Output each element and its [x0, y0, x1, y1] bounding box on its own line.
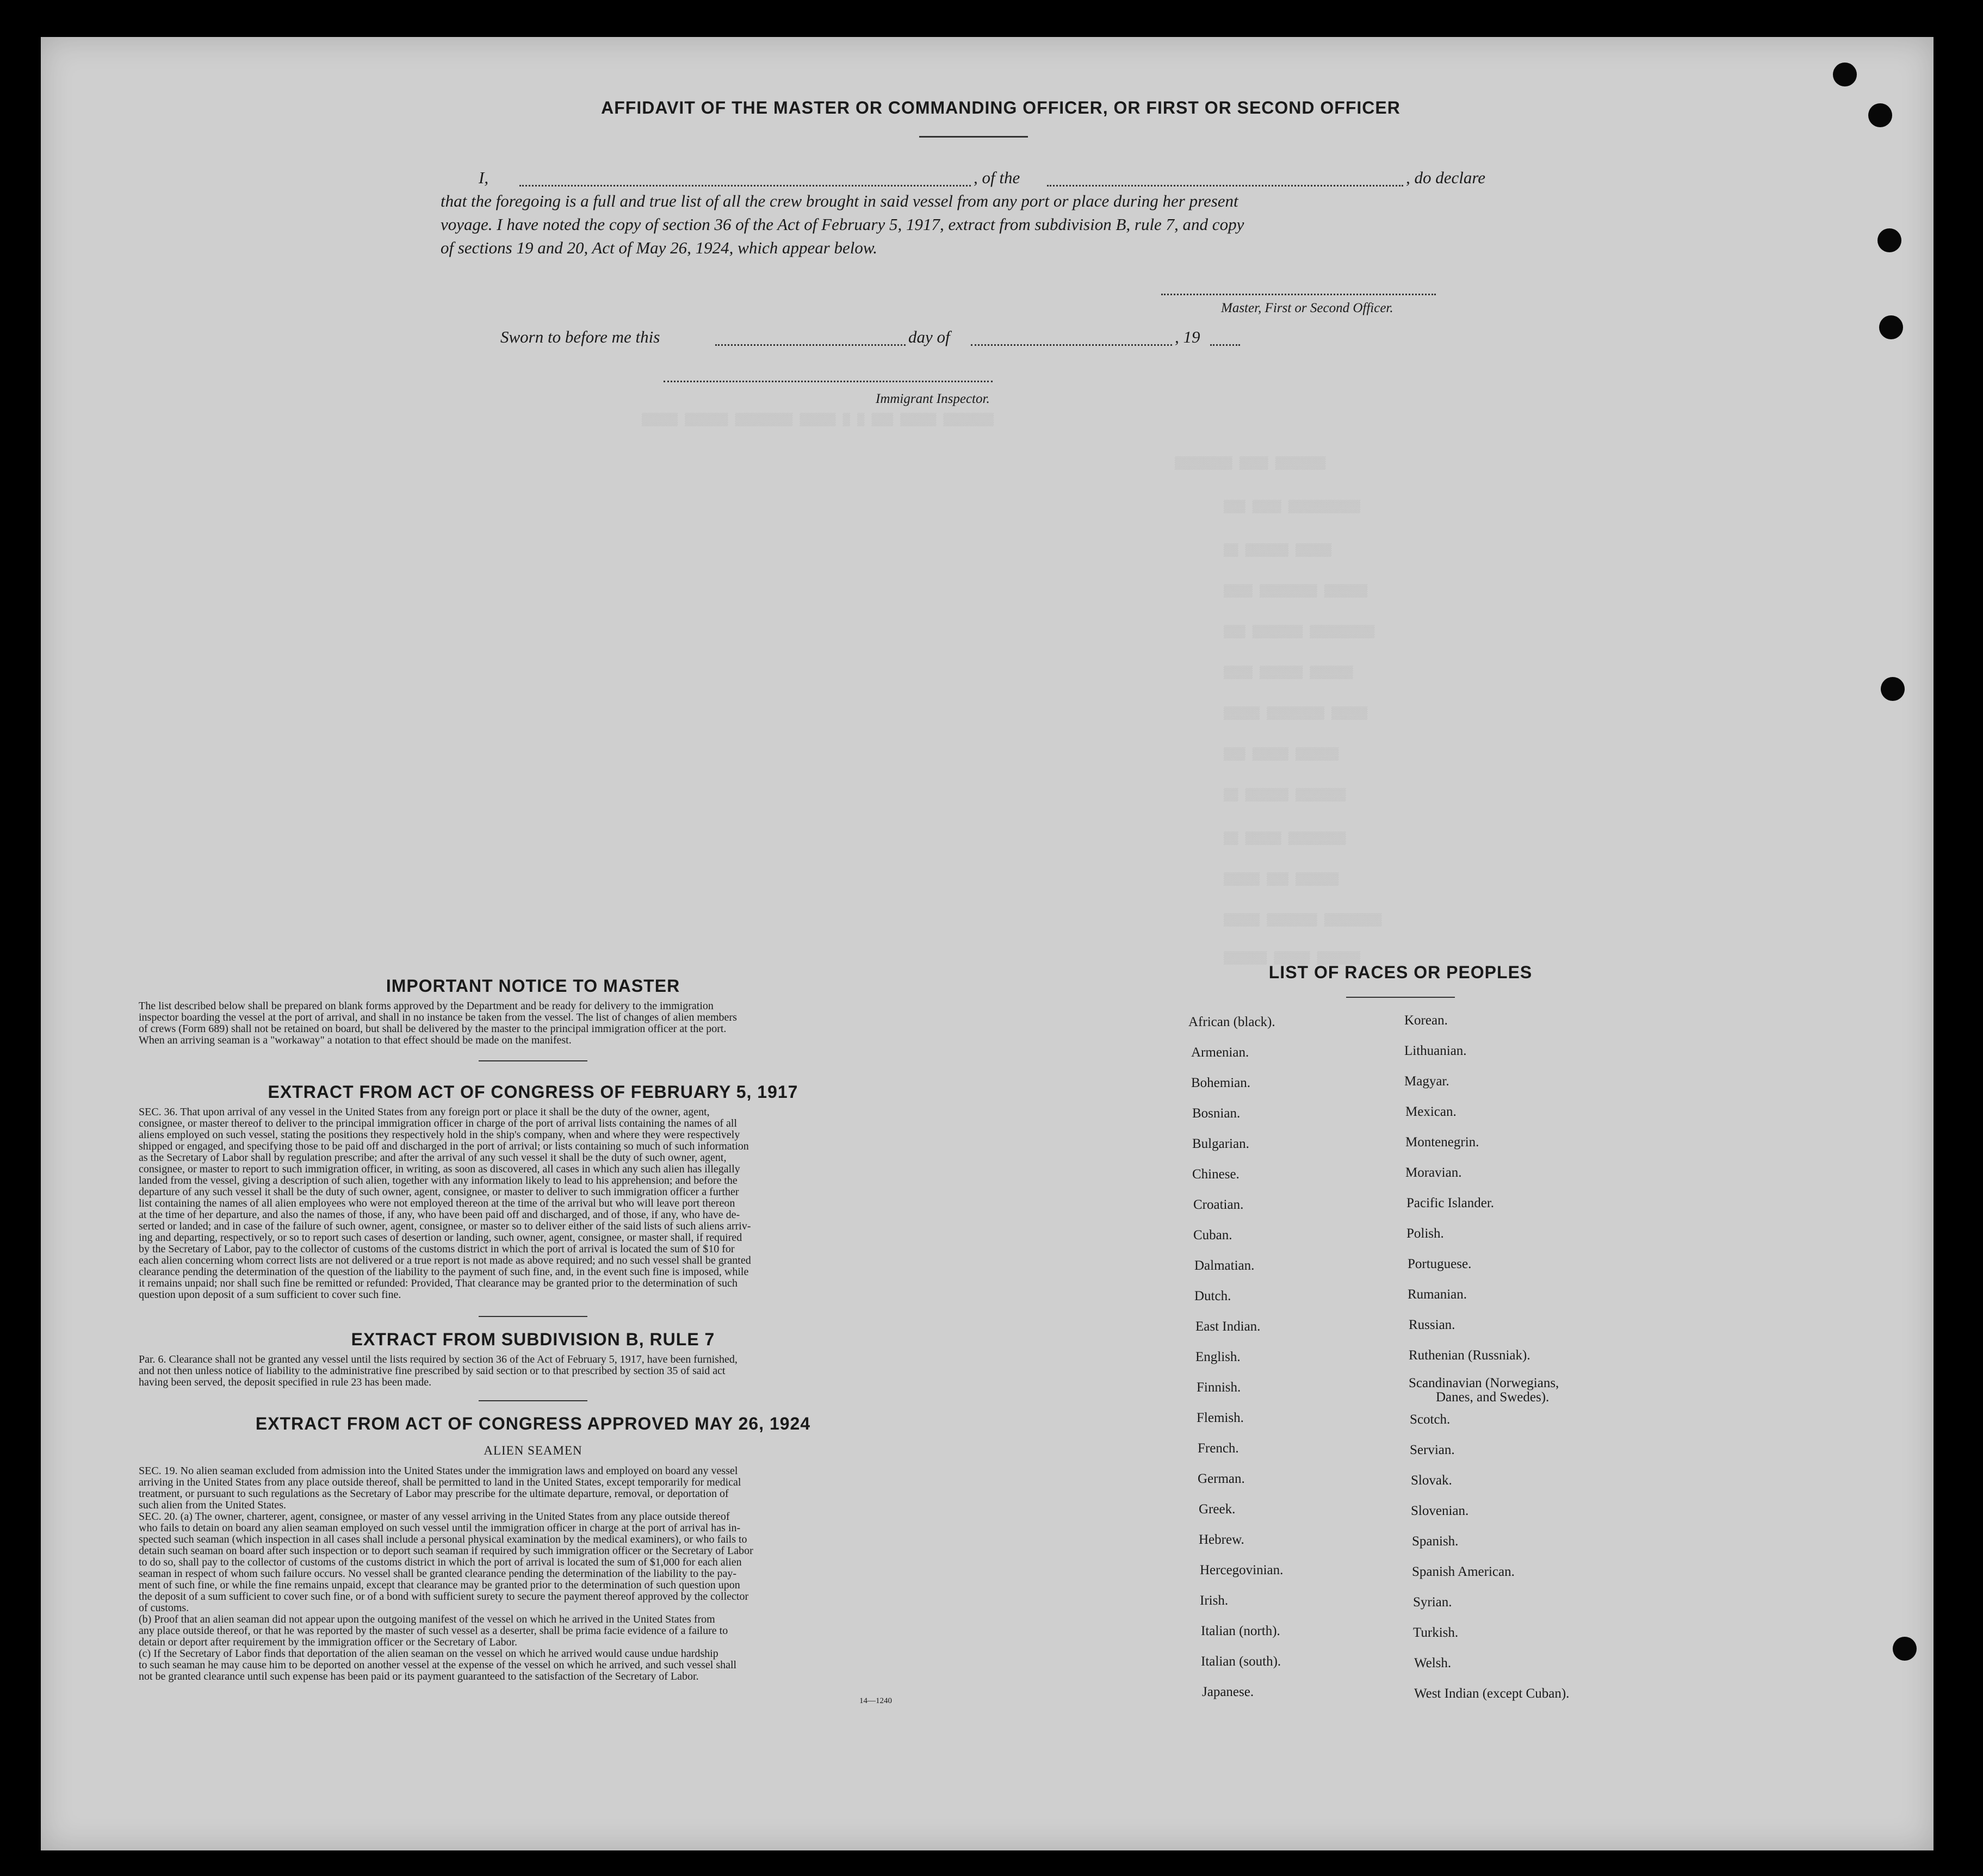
race-item: Rumanian.	[1408, 1287, 1467, 1302]
race-item: Lithuanian.	[1404, 1043, 1467, 1058]
race-item: Magyar.	[1404, 1074, 1449, 1089]
race-item: Portuguese.	[1408, 1257, 1472, 1271]
affidavit-i-label: I,	[479, 168, 489, 187]
sworn-year-blank[interactable]	[1210, 344, 1240, 346]
race-item: English.	[1195, 1350, 1241, 1364]
extract-line: and not then unless notice of liability to the administrative fine prescribed by said section or to that prescribed by section 35 of said act	[139, 1365, 726, 1377]
race-item: Scotch.	[1410, 1412, 1451, 1427]
affidavit-of-the-label: , of the	[974, 168, 1020, 187]
extract-line: to such seaman he may cause him to be deported on another vessel at the expense of the vessel on which he arrived, and such vessel shall	[139, 1659, 737, 1671]
extract-line: consignee, or master to report to such immigration officer, in writing, as soon as discovered, all cases in which any such alien has illegally	[139, 1163, 740, 1175]
race-item: Hebrew.	[1199, 1532, 1244, 1547]
extract-line: having been served, the deposit specified in rule 23 has been made.	[139, 1376, 432, 1388]
extract-line: serted or landed; and in case of the failure of such owner, agent, consignee, or master so to deliver either of the said lists of such aliens arriv-	[139, 1220, 751, 1232]
extract-line: it remains unpaid; nor shall such fine be remitted or refunded: Provided, That clearance may be granted prior to the determination of such	[139, 1277, 738, 1289]
extract-line: seaman in respect of whom such failure occurs. No vessel shall be granted clearance pending the determination of the liability to the pay-	[139, 1568, 737, 1580]
extract-line: SEC. 36. That upon arrival of any vessel in the United States from any foreign port or place it shall be the duty of the owner, agent,	[139, 1106, 710, 1118]
race-item: Turkish.	[1413, 1625, 1459, 1640]
extract-line: who fails to detain on board any alien seaman employed on such vessel until the immigration officer in charge at the port of arrival has in-	[139, 1522, 741, 1534]
punch-hole	[1877, 228, 1901, 252]
race-item: West Indian (except Cuban).	[1414, 1686, 1570, 1701]
inspector-signature-blank[interactable]	[664, 381, 993, 382]
race-item: Welsh.	[1414, 1656, 1452, 1670]
race-item: Italian (south).	[1201, 1654, 1281, 1669]
race-item: Scandinavian (Norwegians,	[1409, 1376, 1559, 1390]
race-item: Servian.	[1410, 1443, 1455, 1457]
extract-line: at the time of her departure, and also the names of those, if any, who have been paid off and discharged, and of those, if any, who have de-	[139, 1209, 740, 1221]
extract-1917-text	[139, 1107, 922, 1301]
extract-line: (b) Proof that an alien seaman did not appear upon the outgoing manifest of the vessel on which he arrived in the United States from	[139, 1613, 715, 1625]
master-signature-blank[interactable]	[1161, 294, 1436, 295]
race-item: Irish.	[1200, 1593, 1229, 1608]
extract-line: ing and departing, respectively, or so to report such cases of desertion or landing, such owner, agent, consignee, or master shall, if required	[139, 1232, 742, 1244]
extract-line: arriving in the United States from any place outside thereof, shall be permitted to land in the United States, except temporarily for medical	[139, 1476, 741, 1488]
extract-line: treatment, or pursuant to such regulations as the Secretary of Labor may prescribe for the ultimate departure, removal, or deportation of	[139, 1488, 729, 1500]
extract-1924-subtitle: ALIEN SEAMEN	[484, 1444, 582, 1457]
affidavit-body-line: of sections 19 and 20, Act of May 26, 1924, which appear below.	[441, 238, 878, 257]
extract-line: by the Secretary of Labor, pay to the collector of customs of the customs district in which the port of arrival is located the sum of $10 for	[139, 1243, 735, 1255]
extract-line: clearance pending the determination of the question of the liability to the payment of such fine, and, in the event such fine is imposed, while	[139, 1266, 749, 1278]
race-item: Syrian.	[1413, 1595, 1452, 1610]
notice-title: IMPORTANT NOTICE TO MASTER	[386, 976, 680, 996]
race-item: Dalmatian.	[1194, 1258, 1255, 1273]
extract-line: landed from the vessel, giving a description of such alien, together with any information likely to lead to his apprehension; and before the	[139, 1175, 738, 1187]
master-signature-label: Master, First or Second Officer.	[1221, 301, 1393, 315]
race-item: Mexican.	[1405, 1104, 1457, 1119]
race-item: Pacific Islander.	[1406, 1196, 1495, 1210]
race-item: Polish.	[1406, 1226, 1444, 1241]
extract-line: list containing the names of all alien employees who were not employed thereon at the time of the arrival but who will leave port thereon	[139, 1197, 735, 1209]
section-rule	[479, 1316, 587, 1317]
race-item: Armenian.	[1191, 1045, 1249, 1060]
race-item: Spanish.	[1412, 1534, 1459, 1549]
extract-line: detain or deport after requirement by the immigration officer or the Secretary of Labor.	[139, 1636, 518, 1648]
notice-line: inspector boarding the vessel at the port of arrival, and shall in no instance be taken from the vessel. The list of changes of alien members	[139, 1011, 737, 1023]
extract-1917-title: EXTRACT FROM ACT OF CONGRESS OF FEBRUARY 5, 1917	[268, 1082, 798, 1102]
inspector-label: Immigrant Inspector.	[876, 392, 990, 406]
race-item: Dutch.	[1194, 1289, 1231, 1303]
notice-text	[139, 1001, 922, 1046]
extract-line: Par. 6. Clearance shall not be granted any vessel until the lists required by section 36 of the Act of February 5, 1917, have been furnished,	[139, 1353, 738, 1365]
vessel-name-blank[interactable]	[1047, 185, 1403, 187]
race-item: Danes, and Swedes).	[1436, 1390, 1550, 1405]
day-of-label: day of	[908, 327, 950, 346]
extract-line: detain such seaman on board after such inspection or to deport such seaman if required by such immigration officer or the Secretary of Labor	[139, 1545, 753, 1557]
section-rule	[479, 1400, 587, 1401]
race-item: Greek.	[1199, 1502, 1236, 1517]
races-title: LIST OF RACES OR PEOPLES	[1268, 962, 1533, 982]
race-item: Russian.	[1409, 1318, 1455, 1332]
race-item: Chinese.	[1192, 1167, 1240, 1182]
notice-line: of crews (Form 689) shall not be retained on board, but shall be delivered by the master to the principal immigration officer at the port.	[139, 1023, 727, 1035]
extract-line: (c) If the Secretary of Labor finds that deportation of the alien seaman on the vessel on which he arrived would cause undue hardship	[139, 1648, 718, 1660]
extract-line: the deposit of a sum sufficient to cover such fine, or of a bond with sufficient surety to secure the payment thereof approved by the collector	[139, 1591, 749, 1602]
extract-line: SEC. 20. (a) The owner, charterer, agent, consignee, or master of any vessel arriving in the United States from any place outside thereof	[139, 1511, 730, 1523]
extract-line: aliens employed on such vessel, stating the positions they respectively hold in the ship's company, when and where they were respectively	[139, 1129, 740, 1141]
extract-line: spected such seaman (which inspection in all cases shall include a personal physical examination by the medical examiners), or who fails to	[139, 1533, 747, 1545]
form-number: 14—1240	[859, 1697, 892, 1705]
race-item: Bosnian.	[1192, 1106, 1241, 1121]
race-item: Ruthenian (Russniak).	[1409, 1348, 1530, 1363]
extract-line: question upon deposit of a sum sufficient to cover such fine.	[139, 1289, 401, 1301]
affidavit-body-line: voyage. I have noted the copy of section 36 of the Act of February 5, 1917, extract from subdivision B, rule 7, and copy	[441, 215, 1244, 234]
race-item: Moravian.	[1405, 1165, 1462, 1180]
race-item: Finnish.	[1197, 1380, 1241, 1395]
race-item: French.	[1198, 1441, 1239, 1456]
notice-line: The list described below shall be prepared on blank forms approved by the Department and be ready for delivery to the immigration	[139, 1000, 714, 1012]
extract-rule7-text	[139, 1354, 922, 1388]
punch-hole	[1893, 1637, 1917, 1661]
punch-hole	[1881, 677, 1905, 701]
race-item: African (black).	[1188, 1015, 1275, 1029]
race-item: Japanese.	[1202, 1685, 1254, 1699]
extract-line: of customs.	[139, 1602, 189, 1614]
race-item: Korean.	[1404, 1013, 1448, 1028]
extract-line: each alien concerning whom correct lists are not delivered or a true report is not made as above required; and no such vessel shall be granted	[139, 1254, 751, 1266]
affidavit-declare-label: , do declare	[1406, 168, 1486, 187]
extract-line: ment of such fine, or while the fine remains unpaid, except that clearance may be granted prior to the determination of such question upon	[139, 1579, 740, 1591]
extract-line: SEC. 19. No alien seaman excluded from admission into the United States under the immigration laws and employed on board any vessel	[139, 1465, 738, 1477]
affidavit-title: AFFIDAVIT OF THE MASTER OR COMMANDING OFFICER, OR FIRST OR SECOND OFFICER	[601, 98, 1401, 117]
race-item: Bohemian.	[1191, 1076, 1251, 1090]
race-item: Spanish American.	[1412, 1564, 1515, 1579]
extract-line: not be granted clearance until such expense has been paid or its payment guaranteed to the satisfaction of the Secretary of Labor.	[139, 1670, 699, 1682]
sworn-month-blank[interactable]	[971, 344, 1172, 346]
sworn-day-blank[interactable]	[715, 344, 906, 346]
race-item: Italian (north).	[1201, 1624, 1280, 1638]
punch-hole	[1868, 103, 1892, 127]
punch-hole	[1833, 63, 1857, 86]
extract-1924-title: EXTRACT FROM ACT OF CONGRESS APPROVED MAY 26, 1924	[255, 1414, 811, 1433]
notice-line: When an arriving seaman is a "workaway" a notation to that effect should be made on the manifest.	[139, 1034, 572, 1046]
race-item: Bulgarian.	[1192, 1136, 1249, 1151]
extract-1924-text	[139, 1465, 922, 1682]
race-item: East Indian.	[1195, 1319, 1261, 1334]
master-name-blank[interactable]	[519, 185, 971, 187]
extract-line: as the Secretary of Labor shall by regulation prescribe; and after the arrival of any such vessel it shall be the duty of such owner, agent,	[139, 1152, 727, 1164]
race-item: Hercegovinian.	[1200, 1563, 1284, 1577]
extract-line: shipped or engaged, and specifying those to be paid off and discharged in the port of arrival; or lists containing so much of such information	[139, 1140, 749, 1152]
race-item: Montenegrin.	[1405, 1135, 1479, 1150]
section-rule	[479, 1060, 587, 1061]
race-item: Flemish.	[1197, 1411, 1244, 1425]
extract-line: such alien from the United States.	[139, 1499, 287, 1511]
race-item: Cuban.	[1193, 1228, 1232, 1243]
race-item: German.	[1198, 1471, 1245, 1486]
title-rule	[919, 136, 1028, 138]
race-item: Croatian.	[1193, 1197, 1244, 1212]
race-item: Slovenian.	[1411, 1504, 1469, 1518]
extract-line: any place outside thereof, or that he was reported by the master of such vessel as a deserter, shall be prima facie evidence of a failure to	[139, 1625, 728, 1637]
extract-line: to do so, shall pay to the collector of customs of the customs district in which the port of arrival is located the sum of $1,000 for each alien	[139, 1556, 742, 1568]
race-item: Slovak.	[1411, 1473, 1452, 1488]
extract-line: consignee, or master thereof to deliver to the principal immigration officer in charge of the port of arrival lists containing the names of all	[139, 1117, 738, 1129]
extract-line: departure of any such vessel it shall be the duty of such owner, agent, consignee, or master to deliver to such immigration officer a further	[139, 1186, 739, 1198]
year-label: , 19	[1175, 327, 1200, 346]
extract-rule7-title: EXTRACT FROM SUBDIVISION B, RULE 7	[351, 1330, 715, 1349]
affidavit-body-line: that the foregoing is a full and true list of all the crew brought in said vessel from any port or place during her present	[441, 191, 1238, 210]
punch-hole	[1879, 315, 1903, 339]
races-title-rule	[1346, 997, 1455, 998]
sworn-label: Sworn to before me this	[500, 327, 660, 346]
